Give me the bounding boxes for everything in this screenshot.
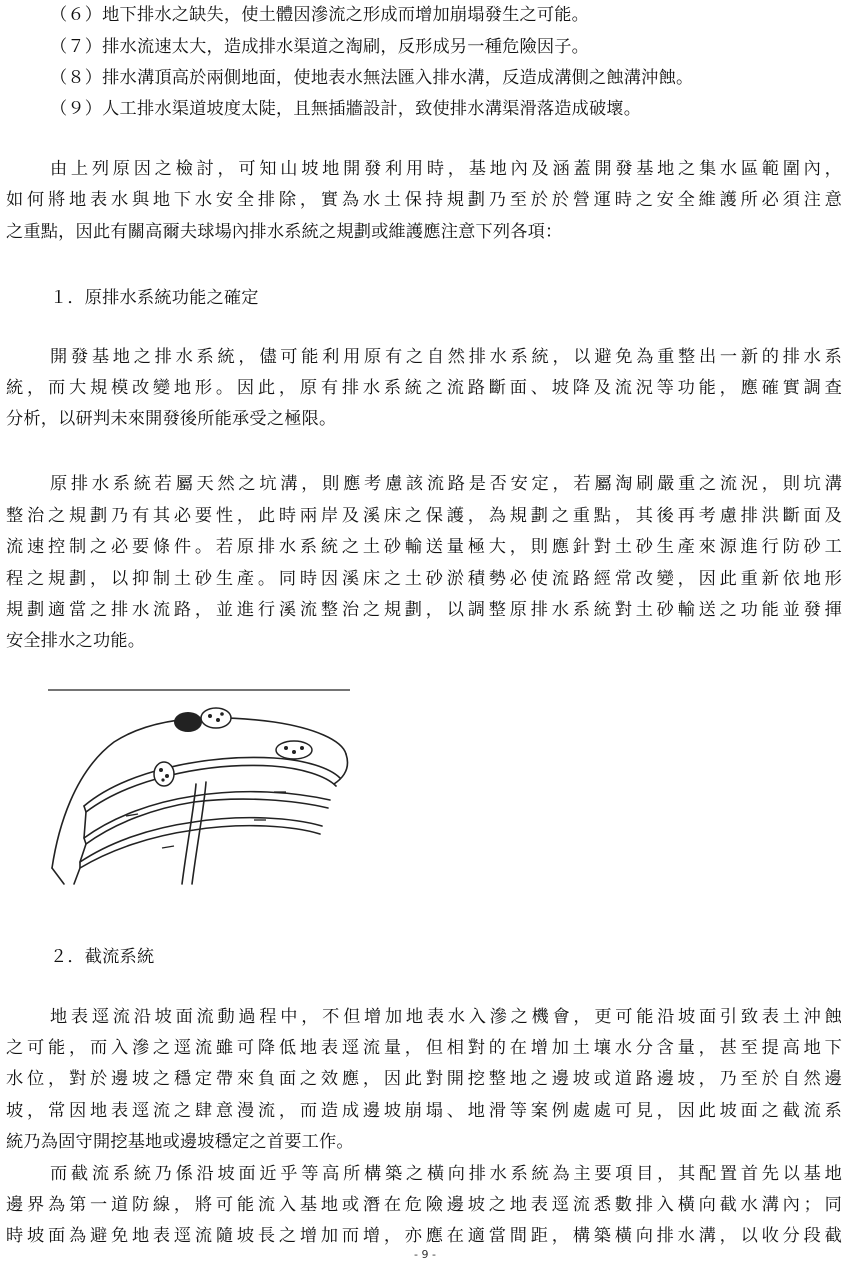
list-item-7: （７）排水流速太大，造成排水渠道之淘刷，反形成另一種危險因子。 <box>50 37 590 57</box>
paragraph-line: 坡，常因地表逕流之肆意漫流，而造成邊坡崩塌、地滑等案例處處可見，因此坡面之截流系 <box>6 1101 842 1121</box>
terrace-line <box>84 757 340 806</box>
paragraph-line: 原排水系統若屬天然之坑溝，則應考慮該流路是否安定，若屬淘刷嚴重之流況，則坑溝 <box>50 474 842 494</box>
paragraph-line: 開發基地之排水系統，儘可能利用原有之自然排水系統，以避免為重整出一新的排水系 <box>50 347 842 367</box>
paragraph-line: 水位，對於邊坡之穩定帶來負面之效應，因此對開挖整地之邊坡或道路邊坡，乃至於自然邊 <box>6 1069 842 1089</box>
paragraph-line: 安全排水之功能。 <box>6 631 146 651</box>
paragraph-line: 分析，以研判未來開發後所能承受之極限。 <box>6 409 337 429</box>
paragraph-line: 如何將地表水與地下水安全排除，實為水土保持規劃乃至於於營運時之安全維護所必須注意 <box>6 190 842 210</box>
paragraph-line: 而截流系統乃係沿坡面近乎等高所構築之橫向排水系統為主要項目，其配置首先以基地 <box>50 1164 842 1184</box>
paragraph-line: 規劃適當之排水流路，並進行溪流整治之規劃，以調整原排水系統對土砂輸送之功能並發揮 <box>6 600 842 620</box>
paragraph-line: 統，而大規模改變地形。因此，原有排水系統之流路斷面、坡降及流況等功能，應確實調查 <box>6 378 842 398</box>
section-heading-2: ２．截流系統 <box>50 947 155 967</box>
paragraph-line: 整治之規劃乃有其必要性，此時兩岸及溪床之保護，為規劃之重點，其後再考慮排洪斷面及 <box>6 506 842 526</box>
vegetation-clump <box>174 708 231 732</box>
flow-arrow <box>162 846 174 848</box>
slope-drainage-figure <box>44 688 354 888</box>
terrace-line <box>86 765 336 812</box>
paragraph-line: 由上列原因之檢討，可知山坡地開發利用時，基地內及涵蓋開發基地之集水區範圍內， <box>50 159 842 179</box>
terrace-line <box>86 799 328 844</box>
paragraph-line: 統乃為固守開挖基地或邊坡穩定之首要工作。 <box>6 1132 354 1152</box>
page-number: - 9 - <box>414 1248 436 1261</box>
vegetation-clump <box>276 741 312 759</box>
list-item-6: （６）地下排水之缺失，使土體因滲流之形成而增加崩塌發生之可能。 <box>50 5 590 25</box>
slope-base <box>52 868 64 884</box>
riser-line <box>74 806 86 884</box>
paragraph-line: 程之規劃，以抑制土砂生產。同時因溪床之土砂淤積勢必使流路經常改變，因此重新依地形 <box>6 569 842 589</box>
paragraph-line: 之重點，因此有關高爾夫球場內排水系統之規劃或維護應注意下列各項： <box>6 222 563 242</box>
vegetation-clump <box>154 762 174 786</box>
list-item-9: （９）人工排水渠道坡度太陡，且無插牆設計，致使排水溝渠滑落造成破壞。 <box>50 99 642 119</box>
list-item-8: （８）排水溝頂高於兩側地面，使地表水無法匯入排水溝，反造成溝側之蝕溝沖蝕。 <box>50 68 694 88</box>
terrace-line <box>84 792 330 838</box>
mound-right-edge <box>334 754 348 784</box>
paragraph-line: 地表逕流沿坡面流動過程中，不但增加地表水入滲之機會，更可能沿坡面引致表土沖蝕 <box>50 1007 842 1027</box>
paragraph-line: 時坡面為避免地表逕流隨坡長之增加而增，亦應在適當間距，構築橫向排水溝，以收分段截 <box>6 1226 842 1246</box>
section-heading-1: １．原排水系統功能之確定 <box>50 288 259 308</box>
mound-outline <box>52 718 346 868</box>
paragraph-line: 流速控制之必要條件。若原排水系統之土砂輸送量極大，則應針對土砂生產來源進行防砂工 <box>6 537 842 557</box>
paragraph-line: 之可能，而入滲之逕流雖可降低地表逕流量，但相對的在增加土壤水分含量，甚至提高地下 <box>6 1038 842 1058</box>
paragraph-line: 邊界為第一道防線，將可能流入基地或潛在危險邊坡之地表逕流悉數排入橫向截水溝內；同 <box>6 1195 842 1215</box>
